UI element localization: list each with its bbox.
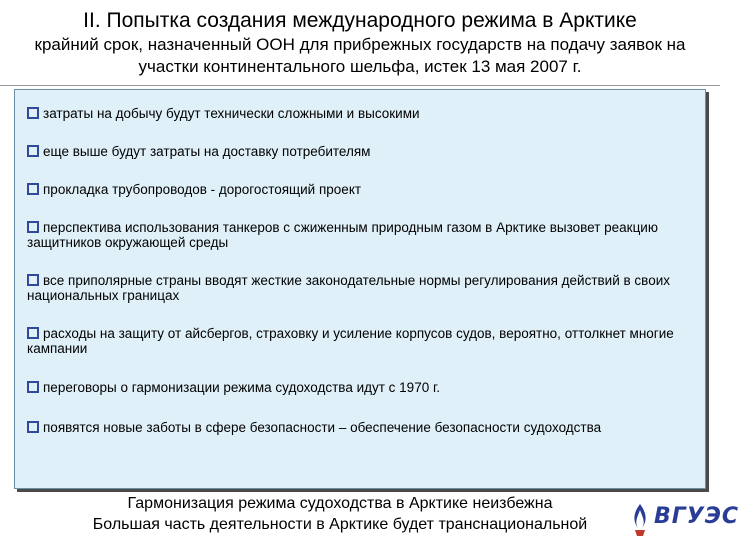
list-item-text: появятся новые заботы в сфере безопасности – обеспечение безопасности судоходства xyxy=(43,420,602,435)
checkbox-bullet-icon xyxy=(27,107,39,119)
footer-line-1: Гармонизация режима судоходства в Арктике неизбежна xyxy=(127,495,553,512)
checkbox-bullet-icon xyxy=(27,274,39,286)
list-item xyxy=(27,182,687,197)
header-divider xyxy=(0,85,720,86)
checkbox-bullet-icon xyxy=(27,221,39,233)
checkbox-bullet-icon xyxy=(27,145,39,157)
list-item-text: перспектива использования танкеров с сжиженным природным газом в Арктике вызовет реакцию защитников окружающей среды xyxy=(27,220,658,250)
list-item xyxy=(27,144,687,159)
list-item-text: затраты на добычу будут технически сложными и высокими xyxy=(43,106,420,121)
university-logo xyxy=(628,502,739,538)
list-item-text: переговоры о гармонизации режима судоходства идут с 1970 г. xyxy=(43,380,440,395)
list-item-text: расходы на защиту от айсбергов, страховку и усиление корпусов судов, вероятно, оттолкнет многие кампании xyxy=(27,326,674,356)
footer-line-2: Большая часть деятельности в Арктике будет транснациональной xyxy=(92,516,588,533)
page-title: II. Попытка создания международного режима в Арктике xyxy=(83,9,637,32)
logo-text: ВГУЭС xyxy=(654,504,739,529)
checkbox-bullet-icon xyxy=(27,183,39,195)
list-item xyxy=(27,420,687,435)
list-item-text: еще выше будут затраты на доставку потребителям xyxy=(43,144,371,159)
list-item xyxy=(27,220,687,250)
list-item-text: все приполярные страны вводят жесткие законодательные нормы регулирования действий в своих национальных границах xyxy=(27,273,670,303)
content-box xyxy=(14,89,706,489)
list-item xyxy=(27,106,687,121)
list-item xyxy=(27,380,687,395)
checkbox-bullet-icon xyxy=(27,327,39,339)
list-item-text: прокладка трубопроводов - дорогостоящий проект xyxy=(43,182,362,197)
checkbox-bullet-icon xyxy=(27,381,39,393)
list-item xyxy=(27,273,687,303)
page-subtitle: крайний срок, назначенный ООН для прибрежных государств на подачу заявок на участки континентального шельфа, истек 13 мая 2007 г. xyxy=(34,35,686,76)
checkbox-bullet-icon xyxy=(27,421,39,433)
flame-emblem-icon xyxy=(628,502,652,538)
list-item xyxy=(27,326,687,356)
